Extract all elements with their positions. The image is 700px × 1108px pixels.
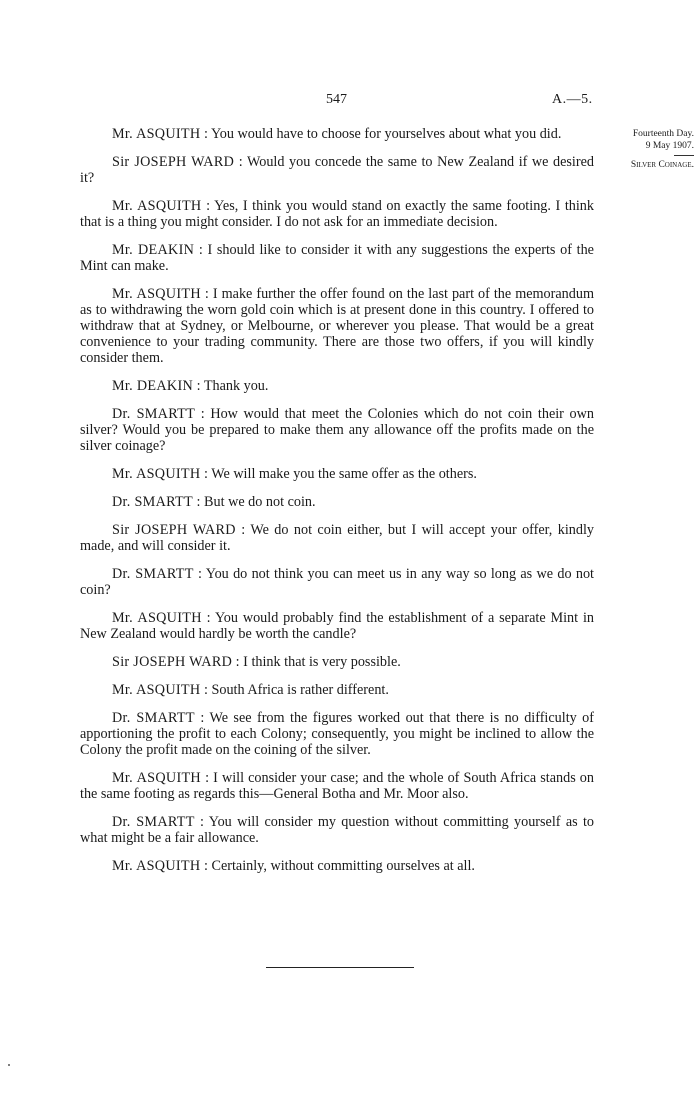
speech-text: You do not think you can meet us in any way so long as we do not coin? — [80, 566, 594, 598]
speech-text: We will make you the same offer as the others. — [211, 466, 477, 482]
speaker-separator: : — [200, 770, 214, 786]
speaker-separator: : — [195, 406, 211, 422]
speaker-name: Sir JOSEPH WARD — [112, 654, 233, 670]
speech-text: But we do not coin. — [204, 494, 316, 510]
dialogue-paragraph — [80, 522, 594, 554]
dialogue-paragraph — [80, 710, 594, 758]
speaker-separator: : — [234, 154, 247, 170]
dialogue-paragraph — [80, 406, 594, 454]
speech-text: You would have to choose for yourselves about what you did. — [210, 126, 562, 142]
dialogue-paragraph — [80, 610, 594, 642]
speaker-separator: : — [235, 522, 251, 538]
speech-text: I think that is very possible. — [243, 654, 401, 670]
speech-text: You will consider my question without committing yourself as to what might be a fair allowance. — [80, 814, 594, 846]
speaker-name: Mr. ASQUITH — [112, 198, 202, 214]
scan-speck — [8, 1064, 10, 1066]
speech-text: Certainly, without committing ourselves at all. — [211, 858, 475, 874]
speaker-name: Dr. SMARTT — [112, 710, 195, 726]
margin-notes — [600, 128, 694, 171]
speech-text: You would probably find the establishment of a separate Mint in New Zealand would hardly be worth the candle? — [80, 610, 594, 642]
speech-text: Thank you. — [203, 378, 269, 394]
speaker-separator: : — [200, 126, 211, 142]
speaker-separator: : — [193, 378, 204, 394]
speech-text: Would you concede the same to New Zealand if we desired it? — [80, 154, 594, 186]
speaker-name: Mr. DEAKIN — [112, 242, 195, 258]
dialogue-paragraph — [80, 126, 594, 142]
speaker-separator: : — [200, 858, 212, 874]
speaker-name: Mr. ASQUITH — [112, 858, 201, 874]
dialogue-paragraph — [80, 770, 594, 802]
speaker-name: Mr. ASQUITH — [112, 682, 201, 698]
margin-rule — [674, 155, 694, 156]
dialogue-paragraph — [80, 566, 594, 598]
speech-text: We see from the figures worked out that there is no difficulty of apportioning the profit to each Colony; consequently, you might be inclined to allow the Colony the profit made on the coining of the silver. — [80, 710, 594, 758]
margin-day: Fourteenth Day. — [632, 129, 694, 139]
dialogue-paragraph — [80, 242, 594, 274]
dialogue-paragraph — [80, 858, 594, 874]
margin-topic: Silver Coinage. — [630, 160, 694, 170]
speaker-separator: : — [194, 814, 209, 830]
dialogue-paragraph — [80, 378, 594, 394]
speaker-name: Dr. SMARTT — [112, 406, 196, 422]
section-reference: A.—5. — [552, 92, 593, 107]
speaker-name: Dr. SMARTT — [112, 566, 194, 582]
speaker-name: Mr. ASQUITH — [112, 610, 202, 626]
transcript-body — [80, 126, 594, 886]
dialogue-paragraph — [80, 286, 594, 366]
speaker-separator: : — [200, 682, 212, 698]
dialogue-paragraph — [80, 814, 594, 846]
speaker-separator: : — [232, 654, 244, 670]
speaker-name: Dr. SMARTT — [112, 814, 195, 830]
speaker-name: Mr. DEAKIN — [112, 378, 194, 394]
page-number: 547 — [326, 92, 347, 107]
dialogue-paragraph — [80, 154, 594, 186]
speaker-separator: : — [194, 242, 208, 258]
dialogue-paragraph — [80, 466, 594, 482]
speaker-separator: : — [201, 610, 215, 626]
speaker-separator: : — [200, 286, 213, 302]
speech-text: I should like to consider it with any suggestions the experts of the Mint can make. — [80, 242, 594, 274]
margin-date: 9 May 1907. — [645, 141, 694, 151]
dialogue-paragraph — [80, 682, 594, 698]
speaker-name: Mr. ASQUITH — [112, 126, 201, 142]
speech-text: Yes, I think you would stand on exactly the same footing. I think that is a thing you might consider. I do not ask for an immediate decision. — [80, 198, 594, 230]
speaker-separator: : — [192, 494, 205, 510]
speech-text: I make further the offer found on the last part of the memorandum as to withdrawing the worn gold coin which is at present done in this country. I offered to withdraw that at Sydney, or Melbourne, or wherever you please. That would be a great convenience to your trading community. There are those two offers, if you will kindly consider them. — [80, 286, 594, 366]
speaker-separator: : — [200, 466, 212, 482]
closing-rule — [266, 967, 414, 968]
speech-text: How would that meet the Colonies which do not coin their own silver? Would you be prepared to make them any allowance off the profits made on the silver coinage? — [80, 406, 594, 454]
speech-text: South Africa is rather different. — [211, 682, 389, 698]
dialogue-paragraph — [80, 198, 594, 230]
speaker-name: Mr. ASQUITH — [112, 466, 201, 482]
dialogue-paragraph — [80, 494, 594, 510]
speech-text: I will consider your case; and the whole of South Africa stands on the same footing as regards this—General Botha and Mr. Moor also. — [80, 770, 594, 802]
speaker-name: Sir JOSEPH WARD — [112, 522, 236, 538]
speaker-name: Mr. ASQUITH — [112, 770, 201, 786]
speaker-separator: : — [194, 710, 210, 726]
speech-text: We do not coin either, but I will accept your offer, kindly made, and will consider it. — [80, 522, 595, 554]
speaker-name: Sir JOSEPH WARD — [112, 154, 235, 170]
speaker-name: Dr. SMARTT — [112, 494, 193, 510]
speaker-separator: : — [201, 198, 215, 214]
speaker-name: Mr. ASQUITH — [112, 286, 201, 302]
dialogue-paragraph — [80, 654, 594, 670]
speaker-separator: : — [193, 566, 206, 582]
